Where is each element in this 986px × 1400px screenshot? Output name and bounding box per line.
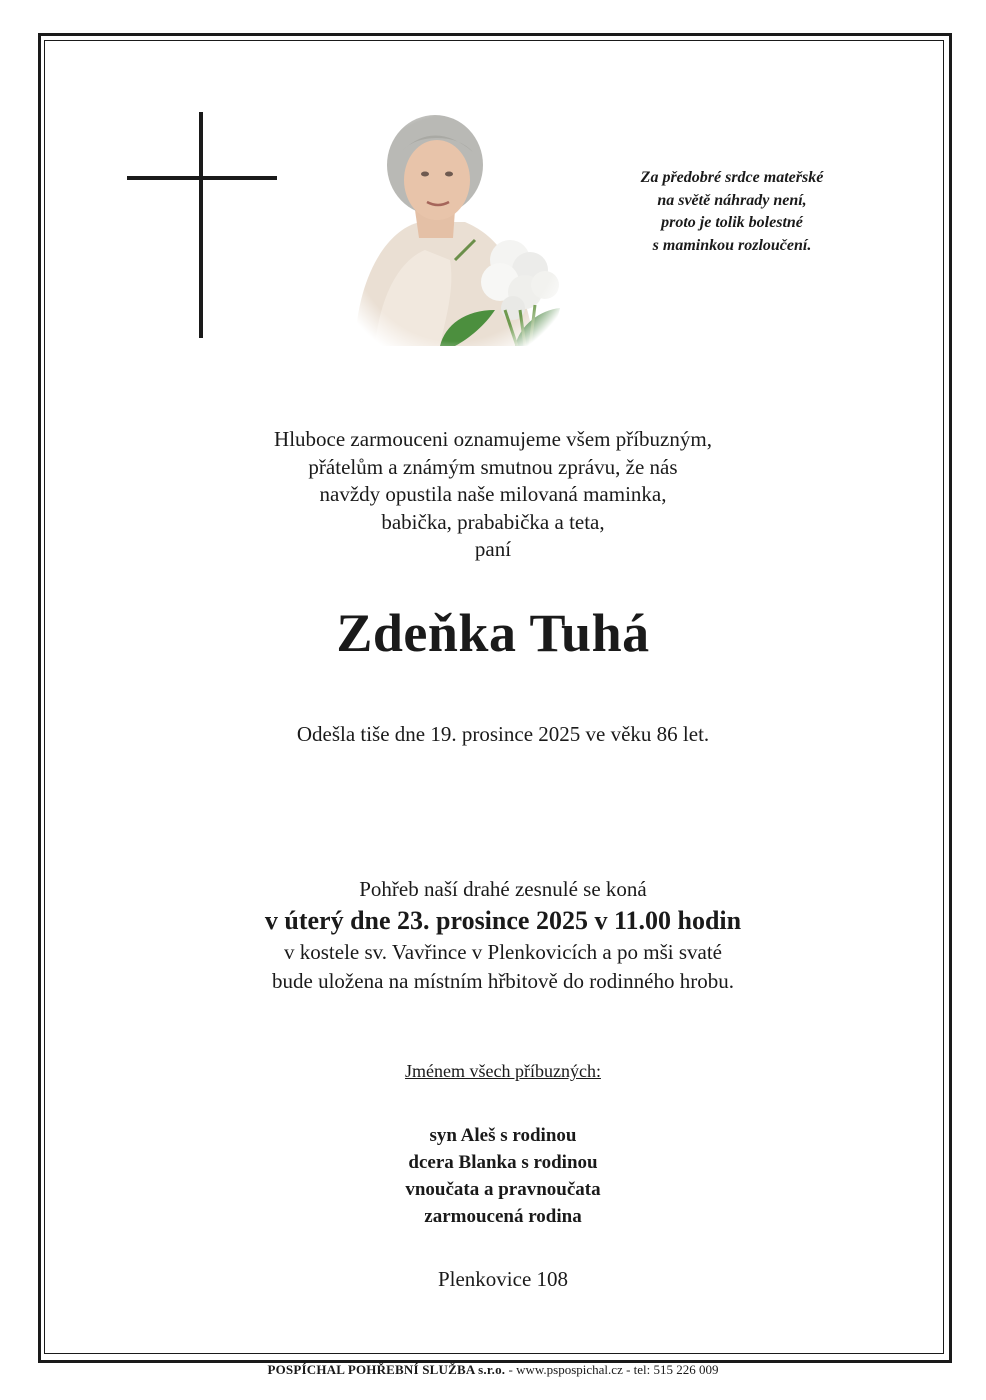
mourner-line: zarmoucená rodina bbox=[424, 1206, 582, 1227]
announcement-line: navždy opustila naše milovaná maminka, bbox=[319, 482, 667, 506]
funeral-intro: Pohřeb naší drahé zesnulé se koná bbox=[359, 877, 647, 901]
mourners-heading bbox=[243, 1059, 763, 1083]
announcement-line: Hluboce zarmouceni oznamujeme všem příbuzným, bbox=[274, 427, 712, 451]
deceased-name: Zdeňka Tuhá bbox=[336, 603, 650, 663]
mourners-heading-text: Jménem všech příbuzných: bbox=[405, 1061, 601, 1081]
footer-company: POSPÍCHAL POHŘEBNÍ SLUŽBA s.r.o. bbox=[267, 1362, 506, 1377]
funeral-date: v úterý dne 23. prosince 2025 v 11.00 hodin bbox=[264, 906, 742, 935]
mourner-line: syn Aleš s rodinou bbox=[429, 1125, 577, 1146]
mourners-list bbox=[243, 1122, 763, 1230]
passed-away-text: Odešla tiše dne 19. prosince 2025 ve věku 86 let. bbox=[296, 722, 710, 746]
footer bbox=[0, 1361, 986, 1379]
announcement-line: paní bbox=[474, 537, 512, 561]
announcement-line: babička, prababička a teta, bbox=[381, 509, 605, 534]
quote-line: Za předobré srdce mateřské bbox=[640, 169, 824, 186]
cross-icon-vertical bbox=[199, 112, 203, 338]
quote-line: na světě náhrady není, bbox=[657, 191, 807, 209]
quote-line: proto je tolik bolestné bbox=[661, 214, 803, 231]
funeral-info bbox=[143, 875, 863, 996]
quote-line: s maminkou rozloučení. bbox=[652, 236, 812, 254]
funeral-place-line: v kostele sv. Vavřince v Plenkovicích a po mši svaté bbox=[284, 940, 722, 964]
mourner-line: vnoučata a pravnoučata bbox=[405, 1179, 601, 1200]
announcement-text bbox=[193, 426, 793, 564]
mourner-line: dcera Blanka s rodinou bbox=[408, 1152, 598, 1173]
portrait-photo bbox=[345, 110, 565, 346]
footer-contact: - www.pspospichal.cz - tel: 515 226 009 bbox=[505, 1362, 719, 1377]
funeral-place-line: bude uložena na místním hřbitově do rodinného hrobu. bbox=[272, 969, 734, 993]
announcement-line: přátelům a známým smutnou zprávu, že nás bbox=[308, 454, 678, 479]
memorial-quote bbox=[592, 167, 872, 257]
cross-icon-horizontal bbox=[127, 176, 277, 180]
family-address: Plenkovice 108 bbox=[437, 1267, 569, 1291]
